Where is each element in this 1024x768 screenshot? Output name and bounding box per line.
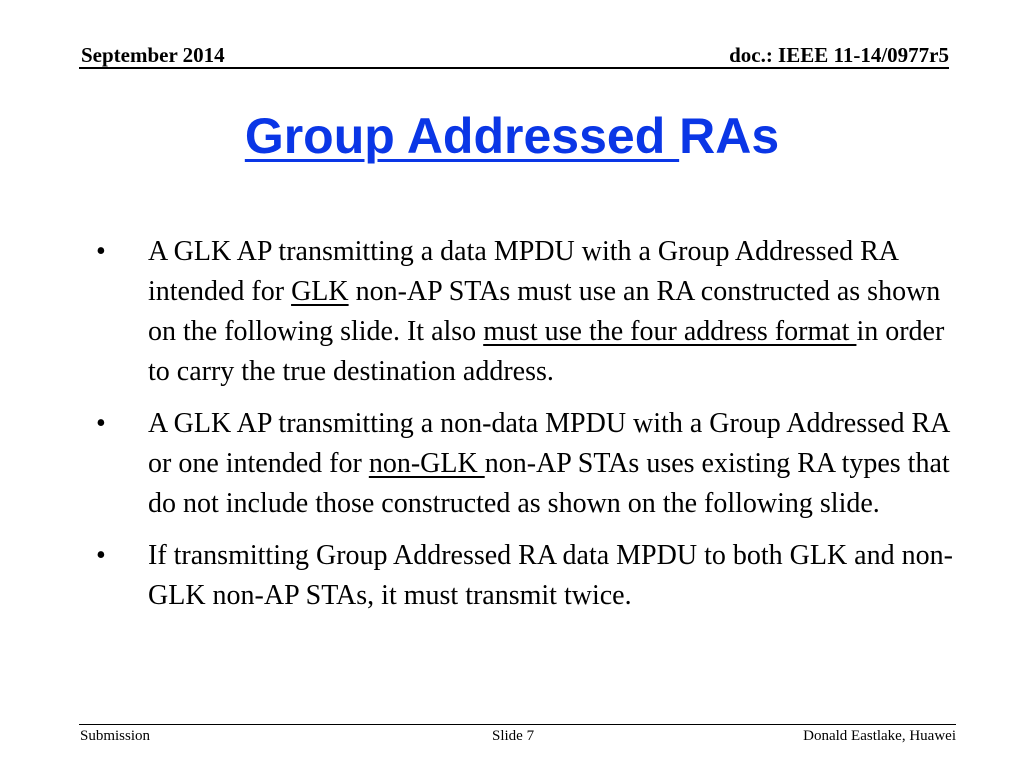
bullet-text: in order to carry the true destination address. [148, 316, 945, 387]
footer-author: Donald Eastlake, Huawei [803, 728, 956, 744]
bullet-text: A GLK AP transmitting a non-data MPDU with a Group Addressed RA or one intended for [148, 408, 949, 479]
header-date: September 2014 [81, 43, 225, 67]
bullet-icon: • [96, 540, 106, 571]
bullet-text: non-AP STAs uses existing RA types that do not include those constructed as shown on the following slide. [148, 448, 950, 519]
bullet-list [96, 232, 956, 628]
bullet-icon: • [96, 408, 106, 439]
header-divider [79, 67, 949, 69]
bullet-text: non-AP STAs must use an RA constructed as shown on the following slide. It also [148, 276, 941, 347]
header-doc-number: doc.: IEEE 11-14/0977r5 [729, 43, 949, 67]
bullet-underlined-text: must use the four address format [483, 316, 857, 347]
bullet-underlined-text: non-GLK [368, 448, 485, 479]
bullet-item [96, 536, 956, 616]
bullet-item [96, 404, 956, 524]
bullet-item [96, 232, 956, 392]
bullet-text: If transmitting Group Addressed RA data MPDU to both GLK and non-GLK non-AP STAs, it must transmit twice. [148, 540, 953, 611]
footer-submission: Submission [80, 728, 151, 744]
footer-divider [79, 724, 956, 725]
slide-title [0, 106, 1024, 166]
bullet-icon: • [96, 236, 106, 267]
bullet-text: A GLK AP transmitting a data MPDU with a Group Addressed RA intended for [148, 236, 898, 307]
footer-slide-number: Slide 7 [492, 728, 535, 744]
title-rest: RAs [679, 108, 780, 164]
title-underlined-part: Group Addressed [244, 108, 680, 164]
bullet-underlined-text: GLK [291, 276, 349, 307]
